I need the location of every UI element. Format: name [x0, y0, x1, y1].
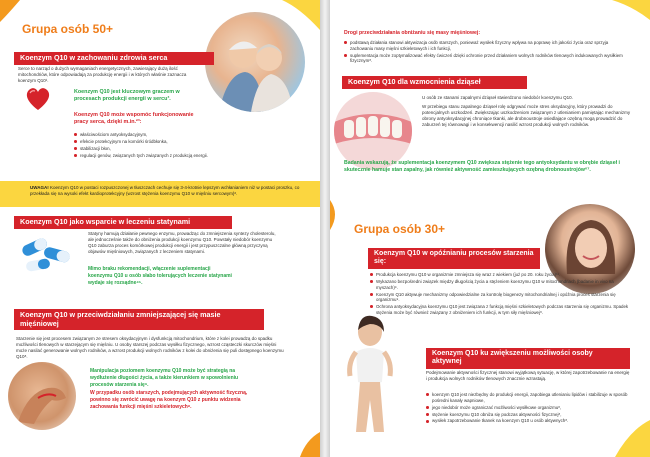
senior-couple-illustration [205, 12, 305, 112]
aging-bullets [370, 272, 632, 317]
gums-photo [334, 92, 412, 170]
muscle-green-text: Manipulacja poziomem koenzymu Q10 może być strategią na wydłużenie długości życia, a także kierunkiem w spowolnieniu procesów starzenia się⁹. [90, 368, 239, 388]
list-item: wysiłek zapotrzebowanie tkanek na koenzym Q10 u osób aktywnych⁸. [426, 418, 631, 424]
left-page [0, 0, 320, 457]
senior-couple-photo [205, 12, 305, 112]
oxid-heading: Drogi przeciwdziałania obniżaniu się masy mięśniowej: [344, 30, 481, 36]
activity-text: Podejmowanie aktywności fizycznej stanowi wyjątkową sytuację, w której zapotrzebowanie na energię i produkcja wolnych rodników tlenowych znacznie wzrastają. [426, 370, 630, 382]
statins-text: Statyny hamują działanie pewnego enzymu, prowadząc do zmniejszenia syntezy cholesterolu, ale jednocześnie także do obniżenia produkcji koenzymu Q10. Powstały niedobór koenzymu Q10 zaburza proces komórkowej produkcji energii i jest przypuszczalne główną przyczyną objawów mięśniowych, związanych z leczeniem statynami. [88, 231, 276, 255]
muscle-text: Starzenie się jest procesem związanym ze stresem oksydacyjnym i dysfunkcją mitochondrium, które z kolei prowadzą do spadku możliwości tlenowych w starzejącym się mięśniu. U osoby starszej podczas wysiłku fizycznego, wzrost cząsteczki skurczów mięśni może nasilać generowanie wolnych rodników, a wzrost produkcji wolnych rodników z kolei do obniżenia się puli dostępnego koenzymu Q10⁸. [16, 336, 284, 360]
heart-heading: Koenzym Q10 w zachowaniu zdrowia serca [14, 52, 214, 65]
section-title-30plus: Grupa osób 30+ [354, 222, 446, 236]
list-item: koenzym Q10 jest niezbędny do produkcji energii, zapobiega utlenianiu lipidów i stabilizuje w sposób pośredni kanały wapniowe, [426, 392, 631, 403]
list-item: właściwościom antyoksydacyjnym, [74, 132, 274, 138]
list-item: Koenzym Q10 aktywuje mechanizmy odpowiedzialne za kontrolę biogenezy mitochondrialnej i opóźnia proces starzenia się organizmu⁹. [370, 292, 632, 303]
active-woman-illustration [330, 312, 408, 457]
list-item: Wykazano bezpośredni związek między długością życia a stężeniem koenzymu Q10 w mitochondriach (badanie in vivo na myszach)⁹. [370, 279, 632, 290]
oxid-bullets [344, 40, 624, 65]
warning-prefix: UWAGA! [30, 185, 49, 190]
list-item: efekcie protekcyjnym na komórki śródbłonka, [74, 139, 274, 145]
list-item: stabilizacji błon, [74, 146, 274, 152]
list-item: regulacji genów, związanych tych związanych z produkcją energii. [74, 153, 274, 159]
heart-red-text: Koenzym Q10 może wspomóc funkcjonowanie pracy serca, dzięki m.in.²³: [74, 112, 194, 126]
pills-image [16, 234, 76, 274]
gums-green-text: Badania wskazują, że suplementacja koenzymem Q10 zwiększa stężenie tego antyoksydantu w obrębie dziąseł i skutecznie hamuje stan zapalny, jak również aktywność zamieszkujących ozębną drobnoustrojów⁶⁷. [344, 160, 620, 174]
gums-heading: Koenzym Q10 dla wzmocnienia dziąseł [342, 76, 527, 89]
aging-heading: Koenzym Q10 w opóźnianiu procesów starzenia się: [368, 248, 540, 269]
list-item: podstawą działania stanowi aktywizacja osób starszych, ponieważ wysiłek fizyczny wpływa na poprawę ich jakości życia oraz sprzyja zachowaniu masy mięśni szkieletowych i ich funkcji, [344, 40, 624, 51]
right-page [330, 0, 650, 457]
heart-icon [24, 86, 52, 112]
bottom-arcs [0, 420, 320, 457]
list-item: Ochrona antyoksydacyjna koenzymu Q10 jest związana z funkcją mięśni szkieletowych podczas starzenia się organizmu. Spadek stężenia może być również związany z obniżeniem ich funkcji, w tym siły mięśniowej⁸. [370, 304, 632, 315]
teeth-illustration [334, 92, 412, 170]
gums-text-2: W przebiegu stanu zapalnego dziąseł rolę odgrywać może stres oksydacyjny, który prowadzi do potencjalnych uszkodzeń. Zwiększając uszkodzeniom związanym z utlenianiem pamiętając mechanizmy obrony antyoksydacyjnej chroniące tkanki, ale drobnoustroje osiedlające ozębną mogą prowadzić do zaburzeń tej równowagi i w konsekwencji nasilić wzrost produkcji wolnych rodników. [422, 104, 631, 128]
heart-green-text: Koenzym Q10 jest kluczowym graczem w procesach produkcji energii w sercu³. [74, 89, 180, 103]
active-woman-photo [330, 312, 408, 457]
list-item: stężenie koenzymu Q10 obniża się podczas aktywności fizycznej⁸, [426, 412, 631, 418]
activity-heading: Koenzym Q10 ku zwiększeniu możliwości osoby aktywnej [426, 348, 630, 369]
statins-green-text: Mimo braku rekomendacji, włączenie suplementacji koenzymu Q10 u osób słabo tolerujących leczenie statynami wydaje się rozsądne⁴⁵. [88, 266, 232, 286]
activity-bullets [426, 392, 631, 425]
page-fold [320, 0, 330, 457]
gums-text-1: U osób ze stanami zapalnymi dziąseł stwierdzono niedobór koenzymu Q10. [422, 95, 573, 100]
muscle-heading: Koenzym Q10 w przeciwdziałaniu zmniejszającej się masie mięśniowej [14, 309, 264, 330]
heart-intro: Serce to narząd o dużych wymaganiach energetycznych, zawierający dużą ilość mitochondriów, które odpowiadają za produkcję energii i w których właśnie zaznacza koenzym Q10¹. [18, 66, 187, 84]
list-item: jego niedobór może ograniczać możliwości wysiłkowe organizmu⁸, [426, 405, 631, 411]
section-title-50plus: Grupa osób 50+ [22, 22, 114, 36]
heart-bullets [74, 132, 274, 160]
muscle-red-text: W przypadku osób starszych, podejmujących aktywność fizyczną, powinno się zwrócić uwagę na koenzym Q10 z punktu widzenia zachowania funkcji mięśni szkieletowych⁸. [90, 390, 248, 410]
warning-box [0, 181, 320, 207]
warning-text: Koenzym Q10 w postaci rozpuszczonej w tłuszczach cechuje się 3-4-krotnie lepszym wchłanianiem niż w postaci proszku, co przekłada się na wysoki efekt kardioprotekcyjny (wzrost stężenia koenzymu Q10 w mięśniu sercowym)⁶. [30, 185, 300, 197]
statins-heading: Koenzym Q10 jako wsparcie w leczeniu statynami [14, 216, 232, 229]
list-item: Produkcja koenzymu Q10 w organizmie zmniejsza się wraz z wiekiem (już po 20. roku życia)¹¹. [370, 272, 632, 278]
list-item: suplementacja może zoptymalizować efekty ćwiczeń dzięki ochronie przed działaniem wolnych rodników tlenowych indukowanych wysiłkiem fizycznym⁸. [344, 53, 624, 64]
